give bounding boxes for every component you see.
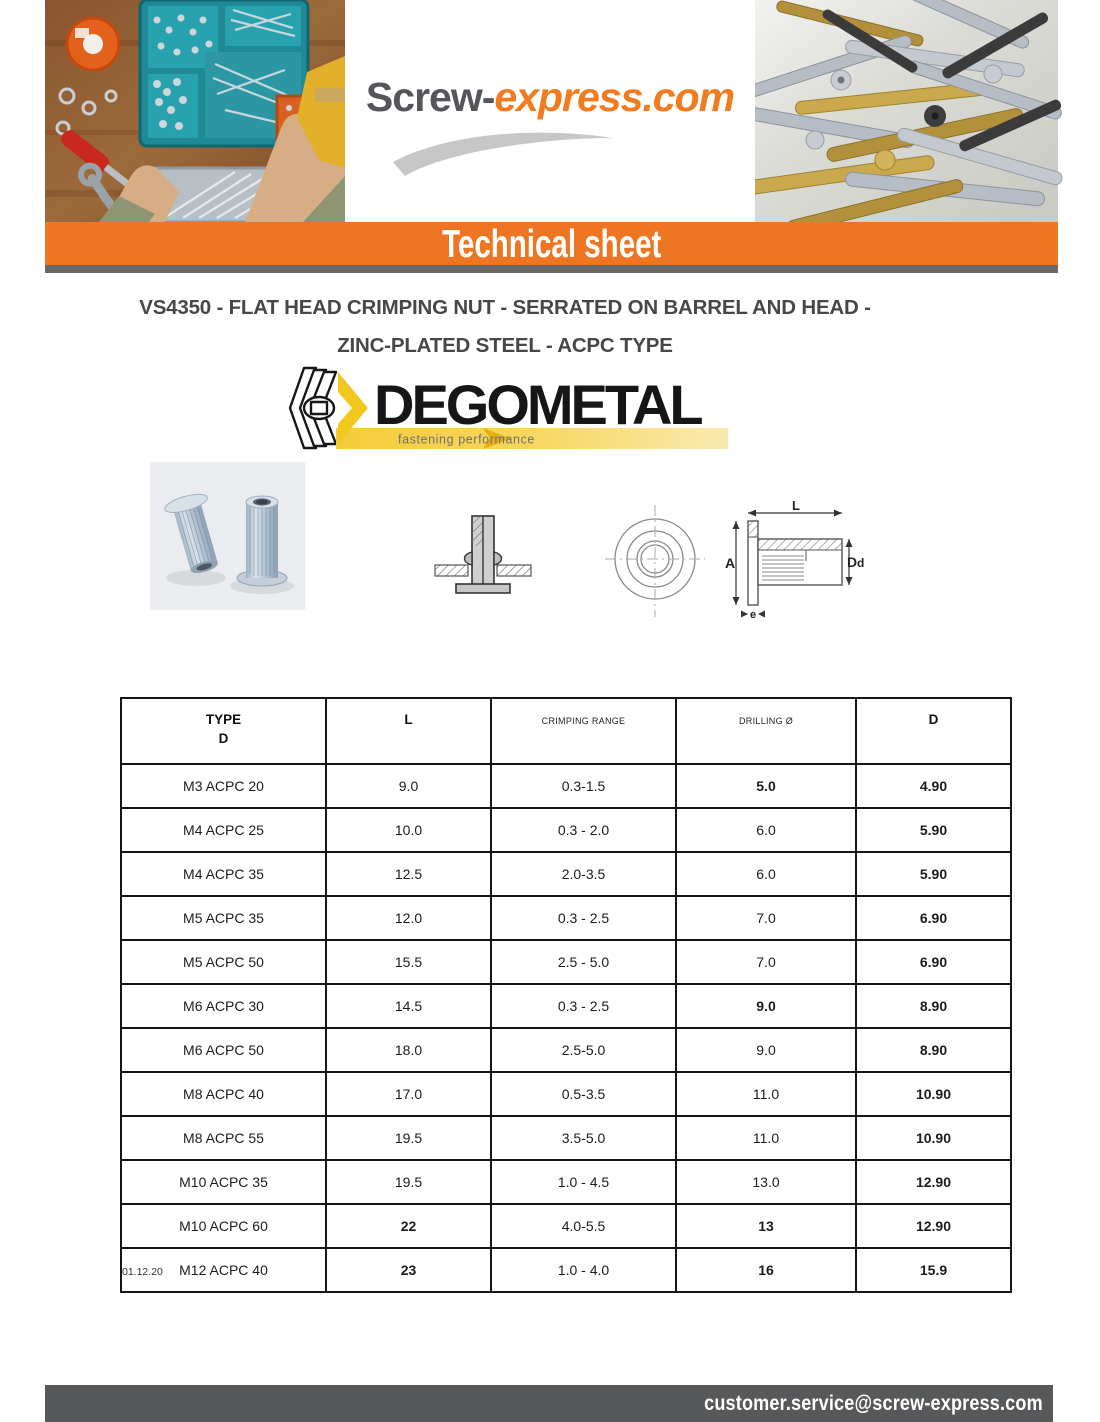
dim-label-length: L <box>792 498 800 513</box>
workbench-photo <box>45 0 345 222</box>
banner-shadow-bar <box>45 265 1058 273</box>
cell-range: 0.3 - 2.5 <box>491 984 676 1028</box>
cell-range: 4.0-5.5 <box>491 1204 676 1248</box>
cell-l: 9.0 <box>326 764 491 808</box>
dim-label-flange-thickness: e <box>749 609 757 621</box>
workbench-photo-art <box>45 0 345 222</box>
table-row <box>121 852 1011 896</box>
footer-email: customer.service@screw-express.com <box>704 1391 1043 1415</box>
footer-bar <box>45 1385 1053 1422</box>
cell-range: 2.5 - 5.0 <box>491 940 676 984</box>
cell-range: 3.5-5.0 <box>491 1116 676 1160</box>
product-title-line1: VS4350 - FLAT HEAD CRIMPING NUT - SERRATED ON BARREL AND HEAD - <box>139 296 871 319</box>
screws-photo <box>755 0 1058 222</box>
header <box>45 0 1058 222</box>
cell-l: 19.5 <box>326 1116 491 1160</box>
spec-table <box>120 697 1012 1293</box>
cell-l: 14.5 <box>326 984 491 1028</box>
cell-l: 22 <box>326 1204 491 1248</box>
dim-label-outer-dia: D <box>847 554 858 570</box>
table-row <box>121 808 1011 852</box>
col-header-type <box>121 698 326 764</box>
cell-range: 0.3 - 2.5 <box>491 896 676 940</box>
front-view-diagram <box>603 501 707 626</box>
cell-drill: 9.0 <box>676 1028 856 1072</box>
cell-type: M6 ACPC 50 <box>121 1028 326 1072</box>
dim-label-inner-dia: d <box>857 556 865 570</box>
cell-l: 18.0 <box>326 1028 491 1072</box>
cell-type: M4 ACPC 35 <box>121 852 326 896</box>
table-row <box>121 940 1011 984</box>
degometal-logo <box>278 364 738 454</box>
degometal-logo-icon <box>290 368 336 448</box>
cell-range: 1.0 - 4.5 <box>491 1160 676 1204</box>
col-header-crimping-range: CRIMPING RANGE <box>491 698 676 764</box>
cell-range: 0.5-3.5 <box>491 1072 676 1116</box>
logo-part-express: express.com <box>494 74 735 120</box>
product-photo-art <box>150 462 305 610</box>
cell-drill: 6.0 <box>676 852 856 896</box>
cell-type: M8 ACPC 55 <box>121 1116 326 1160</box>
installation-diagram <box>435 510 531 607</box>
logo-zone <box>345 0 755 222</box>
cell-d: 10.90 <box>856 1072 1011 1116</box>
col-header-drilling: DRILLING Ø <box>676 698 856 764</box>
brand-tagline: fastening performance <box>398 432 535 447</box>
cell-drill: 13.0 <box>676 1160 856 1204</box>
cell-d: 6.90 <box>856 896 1011 940</box>
cell-drill: 5.0 <box>676 764 856 808</box>
cell-l: 15.5 <box>326 940 491 984</box>
col-header-type-line1: TYPE <box>205 712 242 727</box>
technical-sheet-banner <box>45 222 1058 265</box>
cell-l: 10.0 <box>326 808 491 852</box>
product-title-line2: ZINC-PLATED STEEL - ACPC TYPE <box>337 334 673 357</box>
cell-type: M10 ACPC 35 <box>121 1160 326 1204</box>
cell-type: M10 ACPC 60 <box>121 1204 326 1248</box>
product-title <box>45 289 965 365</box>
cell-d: 5.90 <box>856 808 1011 852</box>
side-view-diagram-art <box>722 498 865 623</box>
cell-type: M5 ACPC 50 <box>121 940 326 984</box>
cell-l: 23 <box>326 1248 491 1292</box>
cell-drill: 6.0 <box>676 808 856 852</box>
cell-type: M5 ACPC 35 <box>121 896 326 940</box>
cell-type: M3 ACPC 20 <box>121 764 326 808</box>
cell-drill: 9.0 <box>676 984 856 1028</box>
logo-swoosh <box>375 122 635 180</box>
brand-name: DEGOMETAL <box>374 373 701 436</box>
cell-d: 10.90 <box>856 1116 1011 1160</box>
table-row <box>121 896 1011 940</box>
logo-part-screw: Screw- <box>365 74 495 120</box>
cell-drill: 11.0 <box>676 1072 856 1116</box>
cell-d: 5.90 <box>856 852 1011 896</box>
cell-type: M8 ACPC 40 <box>121 1072 326 1116</box>
cell-l: 17.0 <box>326 1072 491 1116</box>
table-row <box>121 1204 1011 1248</box>
cell-d: 8.90 <box>856 984 1011 1028</box>
table-row <box>121 1160 1011 1204</box>
revision-date: 01.12.20 <box>122 1266 163 1278</box>
cell-d: 15.9 <box>856 1248 1011 1292</box>
table-row <box>121 1028 1011 1072</box>
col-header-diameter: D <box>856 698 1011 764</box>
cell-drill: 11.0 <box>676 1116 856 1160</box>
installation-diagram-art <box>435 510 531 602</box>
cell-d: 4.90 <box>856 764 1011 808</box>
cell-d: 8.90 <box>856 1028 1011 1072</box>
cell-type: M6 ACPC 30 <box>121 984 326 1028</box>
cell-type: M12 ACPC 40 <box>121 1248 326 1292</box>
col-header-type-line2: D <box>218 731 229 746</box>
cell-drill: 13 <box>676 1204 856 1248</box>
table-row <box>121 1116 1011 1160</box>
product-photo <box>150 462 305 610</box>
cell-range: 1.0 - 4.0 <box>491 1248 676 1292</box>
cell-range: 0.3-1.5 <box>491 764 676 808</box>
front-view-diagram-art <box>603 501 707 621</box>
cell-drill: 16 <box>676 1248 856 1292</box>
cell-drill: 7.0 <box>676 940 856 984</box>
site-logo <box>366 74 734 121</box>
cell-l: 19.5 <box>326 1160 491 1204</box>
spec-table-header-row <box>121 698 1011 764</box>
cell-d: 12.90 <box>856 1204 1011 1248</box>
banner-title: Technical sheet <box>441 220 662 266</box>
cell-d: 6.90 <box>856 940 1011 984</box>
cell-range: 2.0-3.5 <box>491 852 676 896</box>
side-view-diagram <box>722 498 865 628</box>
cell-type: M4 ACPC 25 <box>121 808 326 852</box>
cell-l: 12.5 <box>326 852 491 896</box>
col-header-length: L <box>326 698 491 764</box>
table-row <box>121 764 1011 808</box>
cell-drill: 7.0 <box>676 896 856 940</box>
table-row <box>121 1248 1011 1292</box>
cell-range: 2.5-5.0 <box>491 1028 676 1072</box>
cell-l: 12.0 <box>326 896 491 940</box>
spec-table-body <box>121 764 1011 1292</box>
screws-photo-art <box>755 0 1058 222</box>
dim-label-flange-dia: A <box>725 555 736 571</box>
table-row <box>121 984 1011 1028</box>
cell-d: 12.90 <box>856 1160 1011 1204</box>
table-row <box>121 1072 1011 1116</box>
cell-range: 0.3 - 2.0 <box>491 808 676 852</box>
